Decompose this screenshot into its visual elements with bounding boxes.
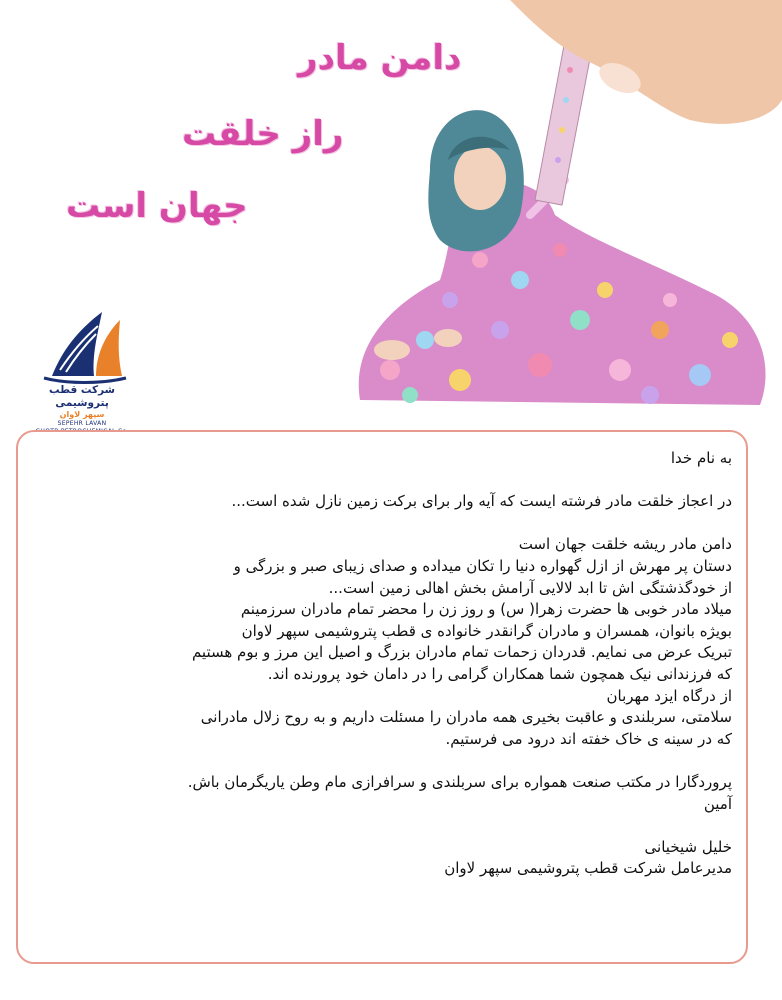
right-hand (434, 329, 462, 347)
pen (535, 40, 592, 205)
letter-line: از درگاه ایزد مهربان (606, 686, 732, 705)
signature-name: خلیل شیخیانی (644, 837, 732, 856)
letter-line: از خودگذشتگی اش تا ابد لالایی آرامش بخش اهالی زمین است... (328, 578, 732, 597)
signature-title: مدیرعامل شرکت قطب پتروشیمی سپهر لاوان (444, 859, 732, 878)
letter-line: که در سینه ی خاک خفته اند درود می فرستیم. (445, 729, 732, 748)
poster-title-2: راز خلقت (182, 114, 344, 154)
logo-name-en-1: SEPEHR LAVAN (57, 420, 107, 427)
letter-line (28, 470, 732, 492)
poster-title-3: جهان است (66, 186, 248, 226)
poster-title-1: دامن مادر (298, 38, 462, 78)
letter-line (28, 750, 732, 772)
flower-woman-illustration (330, 0, 782, 420)
logo-sail-icon (22, 306, 142, 386)
left-hand (374, 340, 410, 360)
logo-sub-fa: سپهر لاوان (59, 410, 105, 419)
letter-line (28, 513, 732, 535)
face (454, 146, 506, 210)
letter-line: دامن مادر ریشه خلقت جهان است (518, 535, 732, 554)
letter-line: دستان پر مهرش از ازل گهواره دنیا را تکان میداده و صدای زیبای صبر و بزرگی و (233, 556, 732, 575)
company-logo (22, 306, 142, 426)
letter-line (28, 815, 732, 837)
letter-line: تبریک عرض می نمایم. قدردان زحمات تمام مادران بزرگ و اصیل این مرز و بوم هستیم (191, 643, 732, 662)
letter-line: بویژه بانوان، همسران و مادران گرانقدر خانواده ی قطب پتروشیمی سپهر لاوان (241, 621, 732, 640)
letter-line: سلامتی، سربلندی و عاقبت بخیری همه مادران را مسئلت داریم و به روح زلال مادرانی (200, 708, 732, 727)
letter-box (16, 430, 748, 964)
logo-name-fa: شرکت قطب پتروشیمی (49, 384, 115, 409)
illustration-svg (330, 0, 782, 420)
hand-holding-pen (510, 0, 782, 124)
letter-line: آمین (703, 794, 732, 813)
letter-line: به نام خدا (670, 449, 732, 467)
letter-line: پروردگارا در مکتب صنعت همواره برای سربلندی و سرافرازی مام وطن یاریگرمان باش. (187, 772, 732, 791)
letter-line: که فرزندانی نیک همچون شما همکاران گرامی را در دامان خود پرورنده اند. (267, 664, 732, 683)
letter-line: در اعجاز خلقت مادر فرشته ایست که آیه وار برای برکت زمین نازل شده است... (231, 492, 732, 511)
letter-line: میلاد مادر خوبی ها حضرت زهرا( س) و روز زن را محضر تمام مادران سرزمینم (240, 600, 732, 619)
